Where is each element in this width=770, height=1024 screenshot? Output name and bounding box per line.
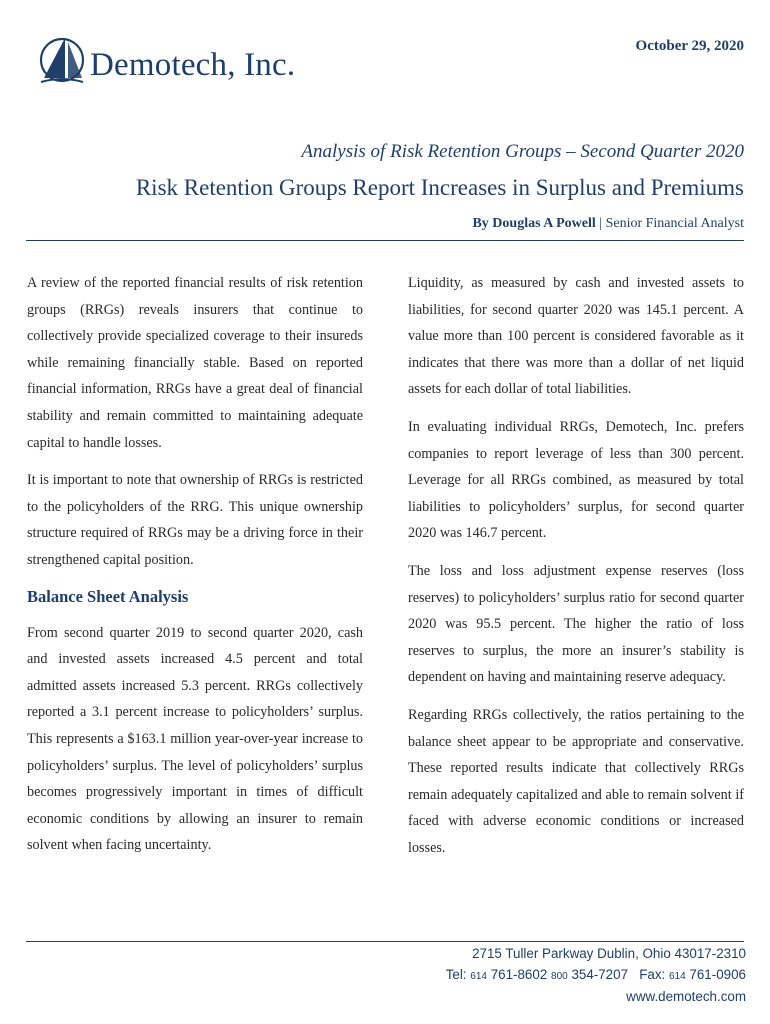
right-column [408, 270, 744, 872]
paragraph: Regarding RRGs collectively, the ratios pertaining to the balance sheet appear to be appropriate and conservative. These reported results indicate that collectively RRGs remain adequately capitalized and able to remain solvent if faced with adverse economic conditions or increased losses. [408, 706, 744, 856]
footer-phones [446, 965, 746, 988]
left-column [27, 270, 363, 870]
footer [446, 944, 746, 1008]
paragraph: In evaluating individual RRGs, Demotech, Inc. prefers companies to report leverage of less than 300 percent. Leverage for all RRGs combined, as measured by total liabilities to policyholders’ surplus, for second quarter 2020 was 146.7 percent. [408, 418, 744, 542]
author-role: Senior Financial Analyst [605, 216, 744, 231]
fax-label: Fax: [639, 966, 666, 982]
tollfree-number: 354-7207 [571, 966, 629, 982]
header-divider [26, 240, 744, 241]
paragraph: Liquidity, as measured by cash and invested assets to liabilities, for second quarter 2020 was 145.1 percent. A value more than 100 percent is considered favorable as it indicates that there was more than a dollar of net liquid assets for each dollar of total liabilities. [408, 275, 744, 398]
footer-address: 2715 Tuller Parkway Dublin, Ohio 43017-2310 [472, 946, 746, 961]
tel-area-code: 614 [470, 970, 487, 982]
company-logo [38, 34, 295, 90]
fax-number: 761-0906 [689, 966, 746, 982]
paragraph: The loss and loss adjustment expense reserves (loss reserves) to policyholders’ surplus ratio for second quarter 2020 was 95.5 percent. The higher the ratio of loss reserves to surplus, the more an insurer’s stability is dependent on having and maintaining reserve adequacy. [408, 562, 744, 686]
tollfree-area-code: 800 [551, 970, 568, 982]
section-heading: Balance Sheet Analysis [27, 586, 189, 606]
footer-divider [26, 941, 744, 942]
tel-label: Tel: [445, 966, 467, 982]
paragraph: It is important to note that ownership of RRGs is restricted to the policyholders of the RRG. This unique ownership structure required of RRGs may be a driving force in their strengthened capital position. [27, 472, 363, 568]
paragraph: A review of the reported financial results of risk retention groups (RRGs) reveals insurers that continue to collectively provide specialized coverage to their insureds while remaining financially stable. Based on reported financial information, RRGs have a great deal of financial stability and remain committed to maintaining adequate capital to handle losses. [27, 275, 363, 451]
company-name: Demotech, Inc. [90, 46, 296, 83]
sail-triangle-icon [38, 32, 86, 92]
paragraph: From second quarter 2019 to second quarter 2020, cash and invested assets increased 4.5 percent and total admitted assets increased 5.3 percent. RRGs collectively reported a 3.1 percent increase to policyholders’ surplus. This represents a $163.1 million year-over-year increase to policyholders’ surplus. The level of policyholders’ surplus becomes progressively important in times of difficult economic conditions by allowing an insurer to remain solvent when facing uncertainty. [27, 624, 363, 854]
report-title: Risk Retention Groups Report Increases in Surplus and Premiums [135, 175, 744, 200]
byline [472, 216, 744, 232]
website-link[interactable]: www.demotech.com [626, 989, 746, 1004]
report-date: October 29, 2020 [635, 38, 744, 54]
report-subtitle: Analysis of Risk Retention Groups – Second Quarter 2020 [301, 141, 744, 162]
tel-number: 761-8602 [490, 966, 548, 982]
author-name: By Douglas A Powell [472, 216, 596, 231]
fax-area-code: 614 [668, 970, 686, 982]
byline-separator: | [599, 216, 603, 231]
